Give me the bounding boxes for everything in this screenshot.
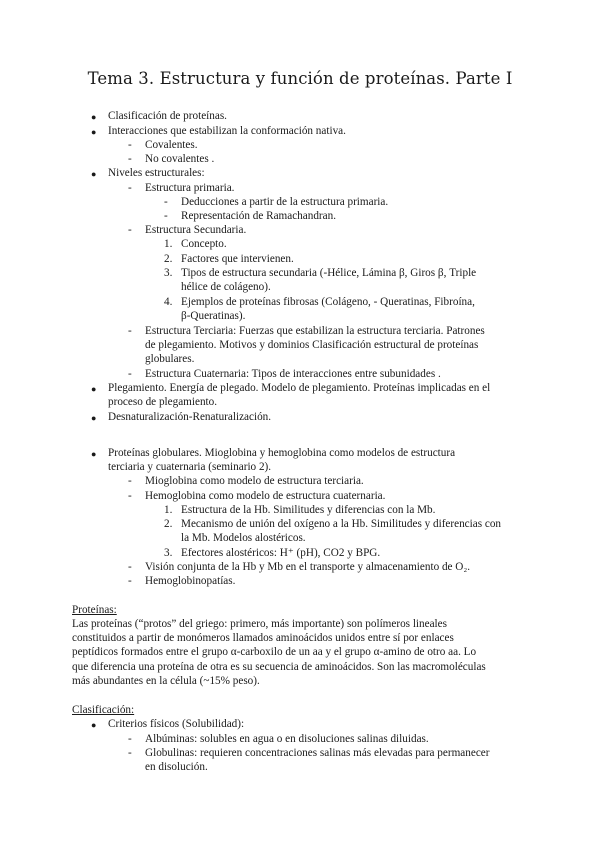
dash-marker: - — [164, 210, 168, 222]
number-marker: 2. — [164, 518, 173, 530]
bullet-marker: ● — [91, 449, 97, 459]
dash-marker: - — [128, 575, 132, 587]
outline-subsubitem: Deducciones a partir de la estructura primaria. — [181, 196, 389, 208]
bullet-marker: ● — [91, 127, 97, 137]
section-heading-proteinas: Proteínas: — [72, 604, 117, 616]
dash-marker: - — [128, 475, 132, 487]
bullet-marker: ● — [91, 720, 97, 730]
outline-item-cont: terciaria y cuaternaria (seminario 2). — [108, 461, 272, 473]
paragraph-line: que diferencia una proteína de otra es su secuencia de aminoácidos. Son las macromoléculas — [72, 661, 486, 673]
page-title: Tema 3. Estructura y función de proteínas. Parte I — [87, 69, 513, 88]
paragraph-line: peptídicos formados entre el grupo α-carboxilo de un aa y el grupo α-amino de otro aa. Lo — [72, 646, 477, 658]
outline-item: Proteínas globulares. Mioglobina y hemoglobina como modelos de estructura — [108, 447, 456, 459]
outline-subitem-cont: de plegamiento. Motivos y dominios Clasificación estructural de proteínas — [145, 339, 479, 351]
number-marker: 3. — [164, 267, 173, 279]
outline-item: Desnaturalización-Renaturalización. — [108, 411, 272, 423]
dash-marker: - — [128, 139, 132, 151]
list-subitem-cont: en disolución. — [145, 761, 208, 773]
outline-item: Clasificación de proteínas. — [108, 110, 227, 122]
paragraph-line: más abundantes en la célula (~15% peso). — [72, 675, 260, 687]
bullet-marker: ● — [91, 112, 97, 122]
bullet-marker: ● — [91, 413, 97, 423]
outline-subsubitem: Ejemplos de proteínas fibrosas (Colágeno, - Queratinas, Fibroína, — [181, 296, 475, 308]
outline-item-cont: proceso de plegamiento. — [108, 396, 218, 408]
list-subitem: Globulinas: requieren concentraciones salinas más elevadas para permanecer — [145, 747, 490, 759]
outline-item: Niveles estructurales: — [108, 167, 205, 179]
outline-subitem: Estructura Terciaria: Fuerzas que estabilizan la estructura terciaria. Patrones — [145, 325, 485, 337]
number-marker: 4. — [164, 296, 173, 308]
paragraph-line: constituidos a partir de monómeros llamados aminoácidos unidos entre sí por enlaces — [72, 632, 454, 644]
dash-marker: - — [128, 153, 132, 165]
outline-subsubitem: Estructura de la Hb. Similitudes y diferencias con la Mb. — [181, 504, 436, 516]
outline-subitem: Estructura primaria. — [145, 182, 235, 194]
outline-subitem: Estructura Cuaternaria: Tipos de interacciones entre subunidades . — [145, 368, 441, 380]
outline-subitem: No covalentes . — [145, 153, 215, 165]
outline-subitem: Estructura Secundaria. — [145, 224, 247, 236]
outline-subitem: Mioglobina como modelo de estructura terciaria. — [145, 475, 364, 487]
dash-marker: - — [164, 196, 168, 208]
outline-subitem: Hemoglobina como modelo de estructura cuaternaria. — [145, 490, 386, 502]
number-marker: 3. — [164, 547, 173, 559]
outline-item: Plegamiento. Energía de plegado. Modelo de plegamiento. Proteínas implicadas en el — [108, 382, 491, 394]
dash-marker: - — [128, 747, 132, 759]
outline-subsubitem-cont: β-Queratinas). — [181, 310, 246, 322]
outline-subsubitem: Tipos de estructura secundaria (-Hélice, Lámina β, Giros β, Triple — [181, 267, 477, 279]
dash-marker: - — [128, 490, 132, 502]
dash-marker: - — [128, 325, 132, 337]
bullet-marker: ● — [91, 169, 97, 179]
outline-subitem: Visión conjunta de la Hb y Mb en el transporte y almacenamiento de O₂. — [145, 561, 471, 573]
outline-item: Interacciones que estabilizan la conformación nativa. — [108, 125, 346, 137]
number-marker: 1. — [164, 504, 173, 516]
outline-subsubitem: Mecanismo de unión del oxígeno a la Hb. Similitudes y diferencias con — [181, 518, 502, 530]
bullet-marker: ● — [91, 384, 97, 394]
outline-subitem: Hemoglobinopatías. — [145, 575, 236, 587]
outline-subsubitem-cont: hélice de colágeno). — [181, 281, 271, 293]
number-marker: 2. — [164, 253, 173, 265]
section-heading-clasificacion: Clasificación: — [72, 704, 135, 716]
outline-subsubitem: Concepto. — [181, 238, 227, 250]
dash-marker: - — [128, 182, 132, 194]
number-marker: 1. — [164, 238, 173, 250]
outline-subsubitem: Efectores alostéricos: H⁺ (pH), CO2 y BPG. — [181, 547, 381, 559]
dash-marker: - — [128, 224, 132, 236]
dash-marker: - — [128, 561, 132, 573]
outline-subitem-cont: globulares. — [145, 353, 195, 365]
list-subitem: Albúminas: solubles en agua o en disoluciones salinas diluidas. — [145, 733, 429, 745]
outline-subitem: Covalentes. — [145, 139, 198, 151]
outline-subsubitem-cont: la Mb. Modelos alostéricos. — [181, 532, 306, 544]
outline-subsubitem: Representación de Ramachandran. — [181, 210, 337, 222]
list-item: Criterios físicos (Solubilidad): — [108, 718, 245, 730]
paragraph-line: Las proteínas (“protos” del griego: primero, más importante) son polímeros lineales — [72, 618, 447, 630]
dash-marker: - — [128, 368, 132, 380]
dash-marker: - — [128, 733, 132, 745]
outline-subsubitem: Factores que intervienen. — [181, 253, 294, 265]
